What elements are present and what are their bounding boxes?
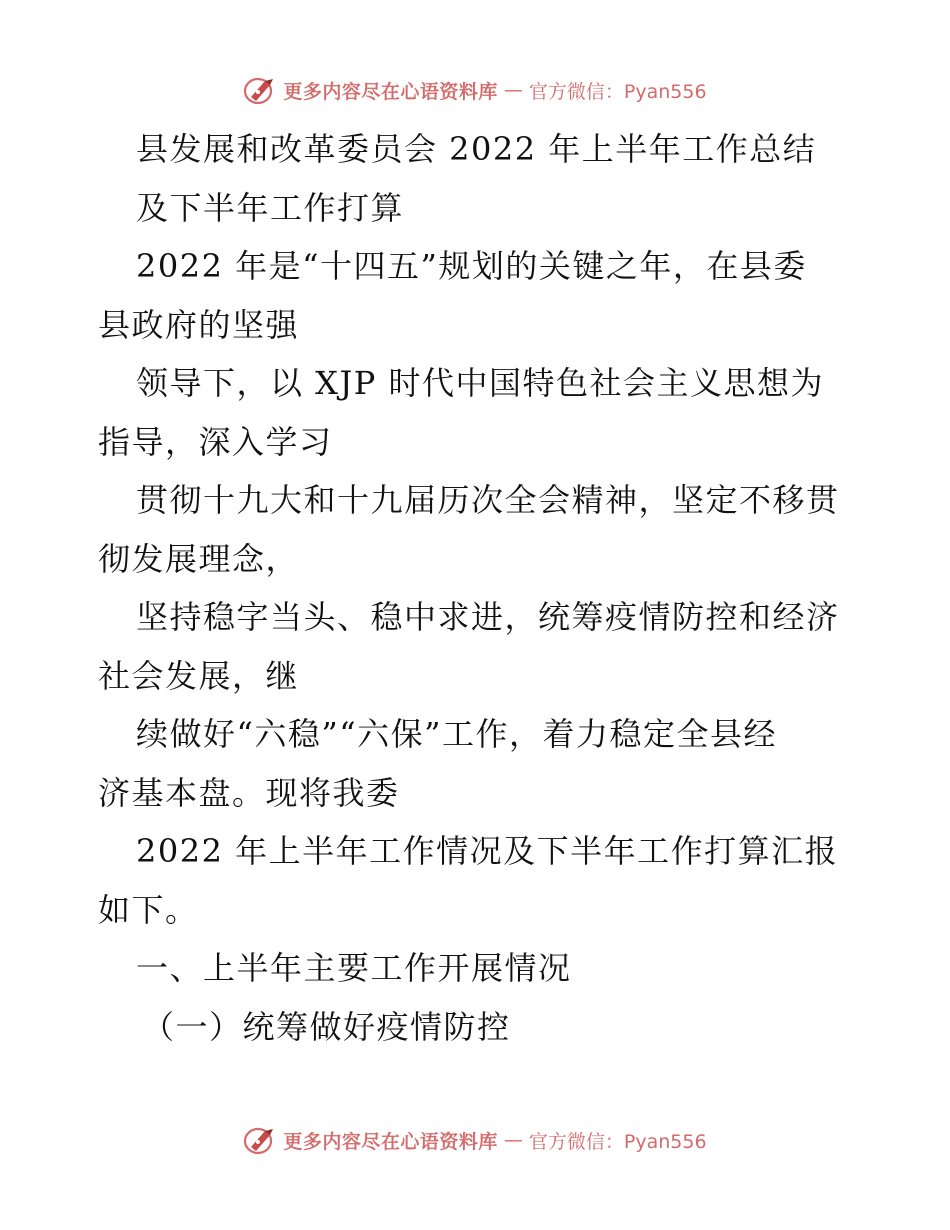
title-line-1: 县发展和改革委员会 2022 年上半年工作总结 [136,130,817,168]
banner-dash: — [503,79,523,101]
document-body [98,120,858,1056]
paragraph-line: 县政府的坚强 [98,305,300,344]
paragraph-line: 彻发展理念， [98,539,300,578]
paragraph-line: 济基本盘。现将我委 [98,773,400,812]
paragraph-line: 坚持稳字当头、稳中求进，统筹疫情防控和经济 [136,598,840,636]
banner-dash: — [503,1129,523,1151]
pen-nib-logo-icon [243,1125,277,1155]
paragraph-line: 指导，深入学习 [98,422,333,461]
section-heading: 一、上半年主要工作开展情况 [136,949,572,987]
footer-watermark-banner [0,1120,950,1160]
banner-contact: 官方微信：Pyan556 [528,1130,707,1153]
pen-nib-logo-icon [243,75,277,105]
header-watermark-banner [0,70,950,110]
paragraph-line: 2022 年上半年工作情况及下半年工作打算汇报 [136,832,839,870]
paragraph-line: 贯彻十九大和十九届历次全会精神，坚定不移贯 [136,481,840,519]
paragraph-line: 领导下，以 XJP 时代中国特色社会主义思想为 [136,364,824,402]
paragraph-line: 如下。 [98,890,199,929]
title-line-2: 及下半年工作打算 [136,188,405,227]
banner-text: 更多内容尽在心语资料库 [283,1130,498,1153]
subsection-heading: （一）统筹做好疫情防控 [142,1007,511,1046]
paragraph-line: 社会发展，继 [98,656,300,695]
banner-contact: 官方微信：Pyan556 [528,80,707,103]
banner-text: 更多内容尽在心语资料库 [283,80,498,103]
paragraph-line: 2022 年是“十四五”规划的关键之年，在县委 [136,247,807,285]
paragraph-line: 续做好“六稳”“六保”工作，着力稳定全县经 [136,715,777,753]
